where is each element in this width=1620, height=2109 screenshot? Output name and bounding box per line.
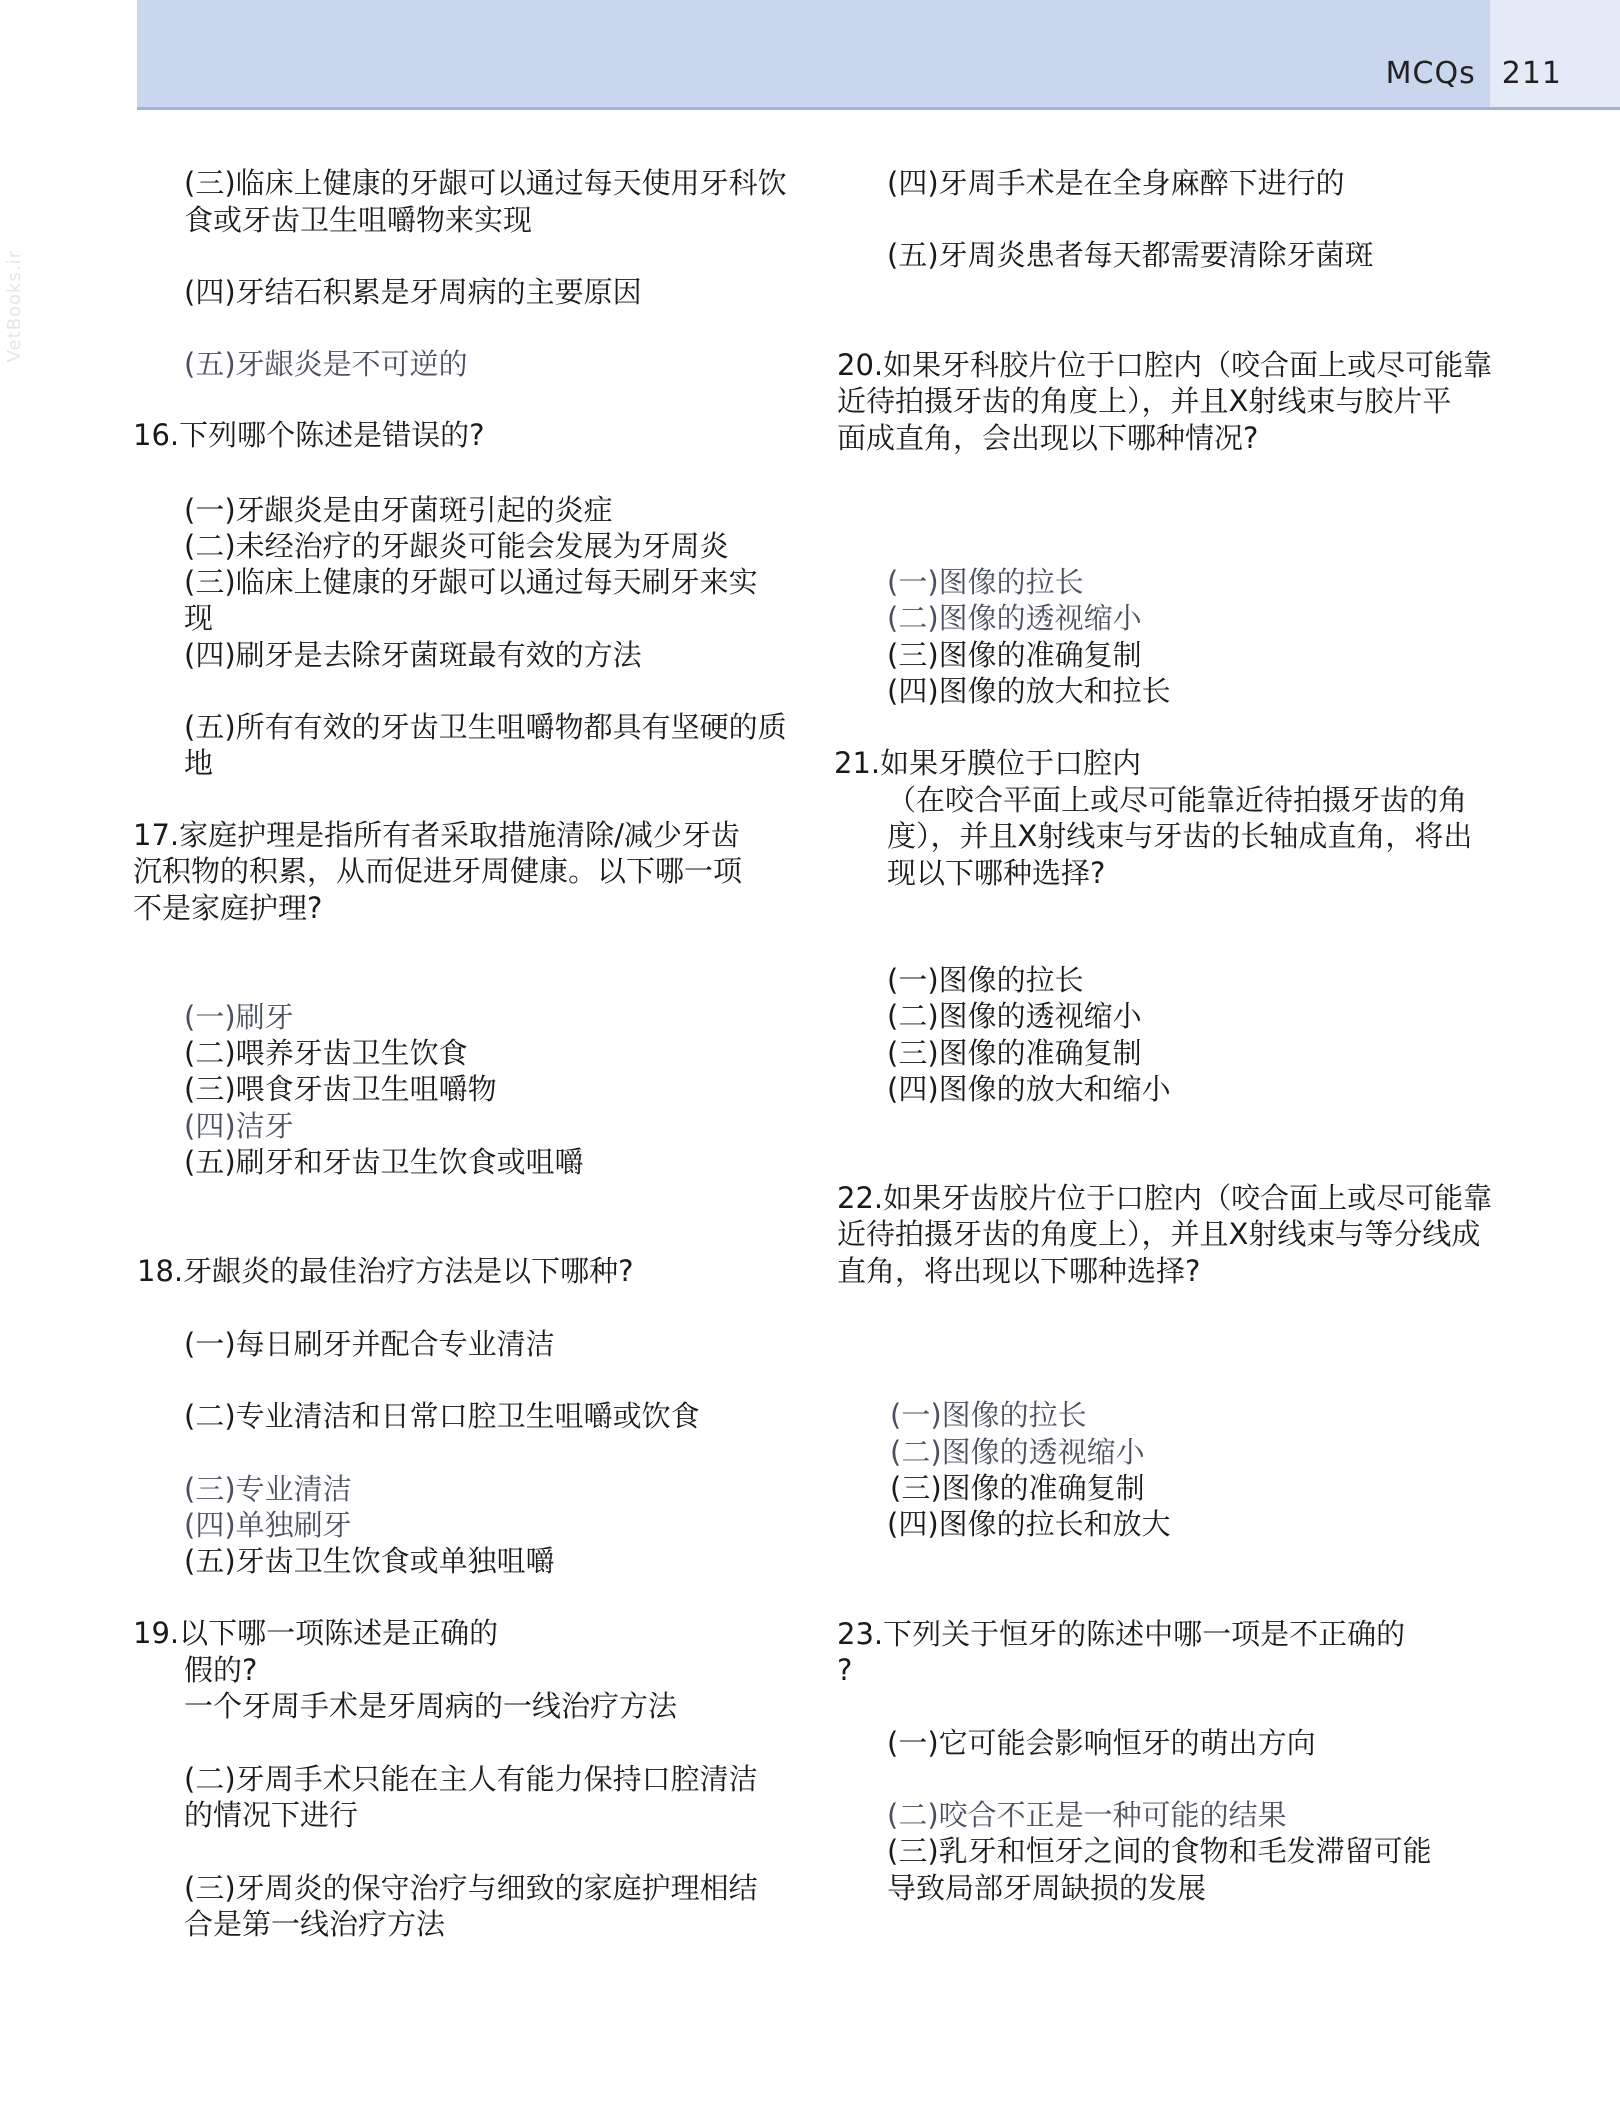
option-line: (四)图像的拉长和放大 [887, 1507, 1171, 1541]
option-line: (二)图像的透视缩小 [887, 601, 1142, 635]
question-stem: 现以下哪种选择? [887, 856, 1106, 890]
option-line: (四)图像的放大和缩小 [887, 1072, 1171, 1106]
option-line: (四)洁牙 [184, 1109, 294, 1143]
question-stem: （在咬合平面上或尽可能靠近待拍摄牙齿的角 [887, 783, 1468, 817]
question-stem: 17.家庭护理是指所有者采取措施清除/减少牙齿 [133, 818, 740, 852]
option-line: 合是第一线治疗方法 [184, 1907, 446, 1941]
question-stem: 近待拍摄牙齿的角度上），并且X射线束与胶片平 [837, 384, 1452, 418]
option-line: (二)专业清洁和日常口腔卫生咀嚼或饮食 [184, 1399, 700, 1433]
option-line: 地 [184, 746, 214, 780]
option-line: (二)图像的透视缩小 [890, 1435, 1145, 1469]
option-line: (二)未经治疗的牙龈炎可能会发展为牙周炎 [184, 529, 729, 563]
option-line: (一)图像的拉长 [890, 1398, 1087, 1432]
option-line: (三)图像的准确复制 [890, 1471, 1145, 1505]
option-line: (三)牙周炎的保守治疗与细致的家庭护理相结 [184, 1871, 758, 1905]
option-line: (五)牙周炎患者每天都需要清除牙菌斑 [887, 238, 1374, 272]
option-line: (一)每日刷牙并配合专业清洁 [184, 1327, 555, 1361]
option-line: (四)刷牙是去除牙菌斑最有效的方法 [184, 638, 642, 672]
question-stem: 沉积物的积累，从而促进牙周健康。以下哪一项 [133, 854, 743, 888]
option-line: (五)牙齿卫生饮食或单独咀嚼 [184, 1544, 555, 1578]
option-line: (二)喂养牙齿卫生饮食 [184, 1036, 468, 1070]
option-line: 一个牙周手术是牙周病的一线治疗方法 [184, 1689, 678, 1723]
option-line: (二)图像的透视缩小 [887, 999, 1142, 1033]
option-line: (一)图像的拉长 [887, 963, 1084, 997]
option-line: 导致局部牙周缺损的发展 [887, 1871, 1207, 1905]
question-stem: 度），并且X射线束与牙齿的长轴成直角，将出 [887, 819, 1473, 853]
question-stem: 18.牙龈炎的最佳治疗方法是以下哪种? [137, 1254, 634, 1288]
option-line: (四)牙结石积累是牙周病的主要原因 [184, 275, 642, 309]
option-line: (一)牙龈炎是由牙菌斑引起的炎症 [184, 493, 613, 527]
option-line: 现 [184, 601, 214, 635]
watermark: VetBooks.ir [4, 250, 25, 363]
option-line: (三)临床上健康的牙龈可以通过每天使用牙科饮 [184, 166, 787, 200]
running-title: MCQs [1385, 56, 1476, 91]
option-line: (五)所有有效的牙齿卫生咀嚼物都具有坚硬的质 [184, 710, 787, 744]
option-line: (五)刷牙和牙齿卫生饮食或咀嚼 [184, 1145, 584, 1179]
option-line: (一)它可能会影响恒牙的萌出方向 [887, 1726, 1316, 1760]
option-line: (四)牙周手术是在全身麻醉下进行的 [887, 166, 1345, 200]
question-stem: 19.以下哪一项陈述是正确的 [133, 1616, 499, 1650]
question-stem: 面成直角，会出现以下哪种情况? [837, 421, 1259, 455]
question-stem: ? [837, 1653, 853, 1687]
option-line: (四)单独刷牙 [184, 1508, 352, 1542]
running-head [1386, 56, 1562, 91]
option-line: (一)刷牙 [184, 1000, 294, 1034]
option-line: (四)图像的放大和拉长 [887, 674, 1171, 708]
question-stem: 20.如果牙科胶片位于口腔内（咬合面上或尽可能靠 [837, 348, 1493, 382]
option-line: (三)喂食牙齿卫生咀嚼物 [184, 1072, 497, 1106]
question-stem: 直角，将出现以下哪种选择? [837, 1254, 1201, 1288]
header-band [137, 0, 1620, 110]
page-number: 211 [1501, 56, 1562, 91]
option-line: (三)专业清洁 [184, 1472, 352, 1506]
option-line: 的情况下进行 [184, 1798, 359, 1832]
question-stem: 不是家庭护理? [133, 891, 323, 925]
question-stem: 23.下列关于恒牙的陈述中哪一项是不正确的 [837, 1617, 1406, 1651]
question-stem: 22.如果牙齿胶片位于口腔内（咬合面上或尽可能靠 [837, 1181, 1493, 1215]
option-line: 食或牙齿卫生咀嚼物来实现 [184, 203, 533, 237]
option-line: (三)图像的准确复制 [887, 1036, 1142, 1070]
question-stem: 21.如果牙膜位于口腔内 [834, 746, 1142, 780]
question-stem: 近待拍摄牙齿的角度上），并且X射线束与等分线成 [837, 1217, 1481, 1251]
option-line: (一)图像的拉长 [887, 565, 1084, 599]
question-stem: 假的? [184, 1653, 258, 1687]
option-line: (三)乳牙和恒牙之间的食物和毛发滞留可能 [887, 1834, 1432, 1868]
option-line: (三)临床上健康的牙龈可以通过每天刷牙来实 [184, 565, 758, 599]
option-line: (三)图像的准确复制 [887, 638, 1142, 672]
option-line: (二)咬合不正是一种可能的结果 [887, 1798, 1287, 1832]
option-line: (二)牙周手术只能在主人有能力保持口腔清洁 [184, 1762, 758, 1796]
option-line: (五)牙龈炎是不可逆的 [184, 347, 468, 381]
question-stem: 16.下列哪个陈述是错误的? [133, 418, 485, 452]
